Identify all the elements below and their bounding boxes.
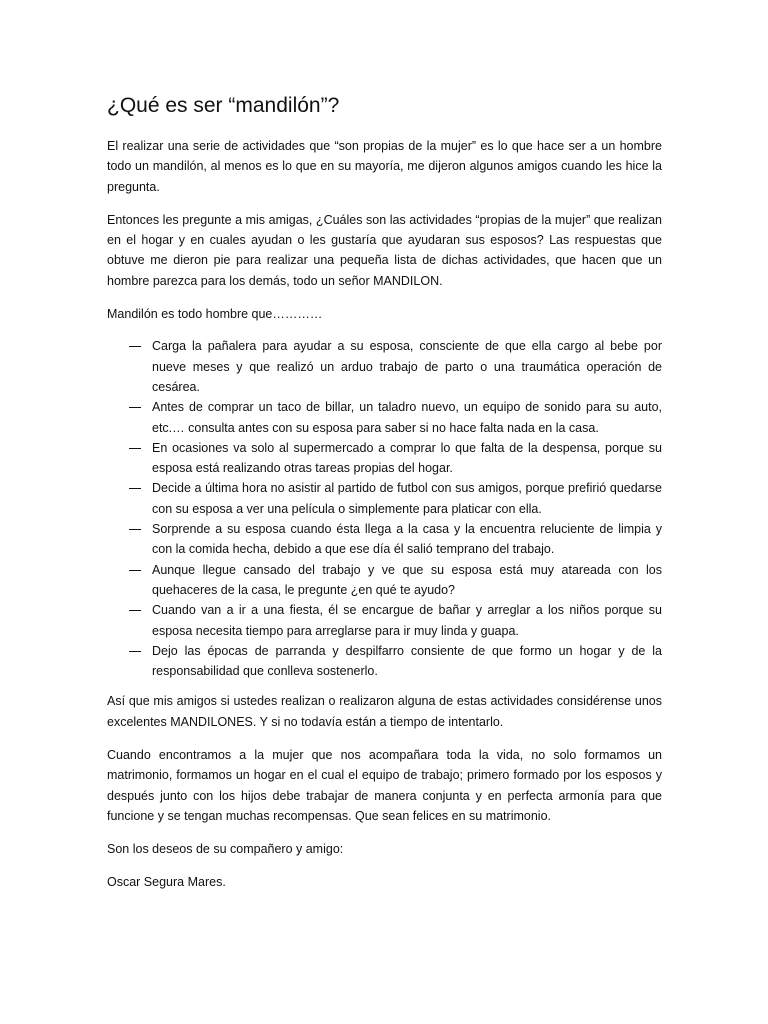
intro-paragraph-2: Entonces les pregunte a mis amigas, ¿Cuáles son las actividades “propias de la mujer” que realizan en el hogar y en cuales ayudan o les gustaría que ayudaran sus esposos? Las respuestas que obtuve me dieron pie para realizar una pequeña lista de dichas actividades, que hacen que un hombre parezca para los demás, todo un señor MANDILON.	[107, 212, 662, 288]
dash-bullet-icon	[129, 488, 141, 489]
list-item-text: Antes de comprar un taco de billar, un taladro nuevo, un equipo de sonido para su auto, etc.… consulta antes con su esposa para saber si no hace falta nada en la casa.	[152, 400, 662, 435]
dash-bullet-icon	[129, 346, 141, 347]
dash-bullet-icon	[129, 529, 141, 530]
dash-bullet-icon	[129, 610, 141, 611]
list-item-text: En ocasiones va solo al supermercado a comprar lo que falta de la despensa, porque su esposa está realizando otras tareas propias del hogar.	[152, 440, 662, 476]
list-item	[107, 560, 662, 601]
dash-bullet-icon	[129, 570, 141, 571]
list-lead-in: Mandilón es todo hombre que…………	[107, 307, 323, 322]
author-signature: Oscar Segura Mares.	[107, 874, 226, 889]
list-item-text: Dejo las épocas de parranda y despilfarro consiente de que formo un hogar y de la responsabilidad que conlleva sostenerlo.	[152, 643, 662, 679]
list-item	[107, 478, 662, 519]
list-item	[107, 336, 662, 397]
list-item-text: Carga la pañalera para ayudar a su esposa, consciente de que ella cargo al bebe por nueve meses y que realizó un arduo trabajo de parto o una traumática operación de cesárea.	[152, 339, 662, 394]
list-item-text: Cuando van a ir a una fiesta, él se encargue de bañar y arreglar a los niños porque su esposa necesita tiempo para arreglarse para ir muy linda y guapa.	[152, 603, 662, 638]
closing-paragraph-1: Así que mis amigos si ustedes realizan o realizaron alguna de estas actividades considérense unos excelentes MANDILONES. Y si no todavía están a tiempo de intentarlo.	[107, 694, 662, 729]
document-title: ¿Qué es ser “mandilón”?	[107, 94, 340, 117]
list-item-text: Sorprende a su esposa cuando ésta llega a la casa y la encuentra reluciente de limpia y con la comida hecha, debido a que ese día él salió temprano del trabajo.	[152, 522, 662, 557]
list-item	[107, 397, 662, 438]
dash-bullet-icon	[129, 448, 141, 449]
closing-salutation: Son los deseos de su compañero y amigo:	[107, 842, 344, 857]
dash-bullet-icon	[129, 407, 141, 408]
list-item	[107, 641, 662, 682]
list-item-text: Decide a última hora no asistir al partido de futbol con sus amigos, porque prefirió quedarse con su esposa a ver una película o simplemente para platicar con ella.	[152, 481, 662, 516]
intro-paragraph-1: El realizar una serie de actividades que “son propias de la mujer” es lo que hace ser a un hombre todo un mandilón, al menos es lo que en su mayoría, me dijeron algunos amigos cuando les hice la pregunta.	[107, 139, 662, 194]
document-body	[107, 92, 662, 904]
list-item-text: Aunque llegue cansado del trabajo y ve que su esposa está muy atareada con los quehaceres de la casa, le pregunte ¿en qué te ayudo?	[152, 562, 662, 597]
list-item	[107, 600, 662, 641]
list-item	[107, 519, 662, 560]
closing-paragraph-2: Cuando encontramos a la mujer que nos acompañara toda la vida, no solo formamos un matrimonio, formamos un hogar en el cual el equipo de trabajo; primero formado por los esposos y después junto con los hijos debe trabajar de manera conjunta y en perfecta armonía para que funcione y se tengan muchas recompensas. Que sean felices en su matrimonio.	[107, 748, 662, 823]
list-item	[107, 438, 662, 479]
dash-bullet-icon	[129, 651, 141, 652]
mandilon-traits-list	[107, 336, 662, 681]
